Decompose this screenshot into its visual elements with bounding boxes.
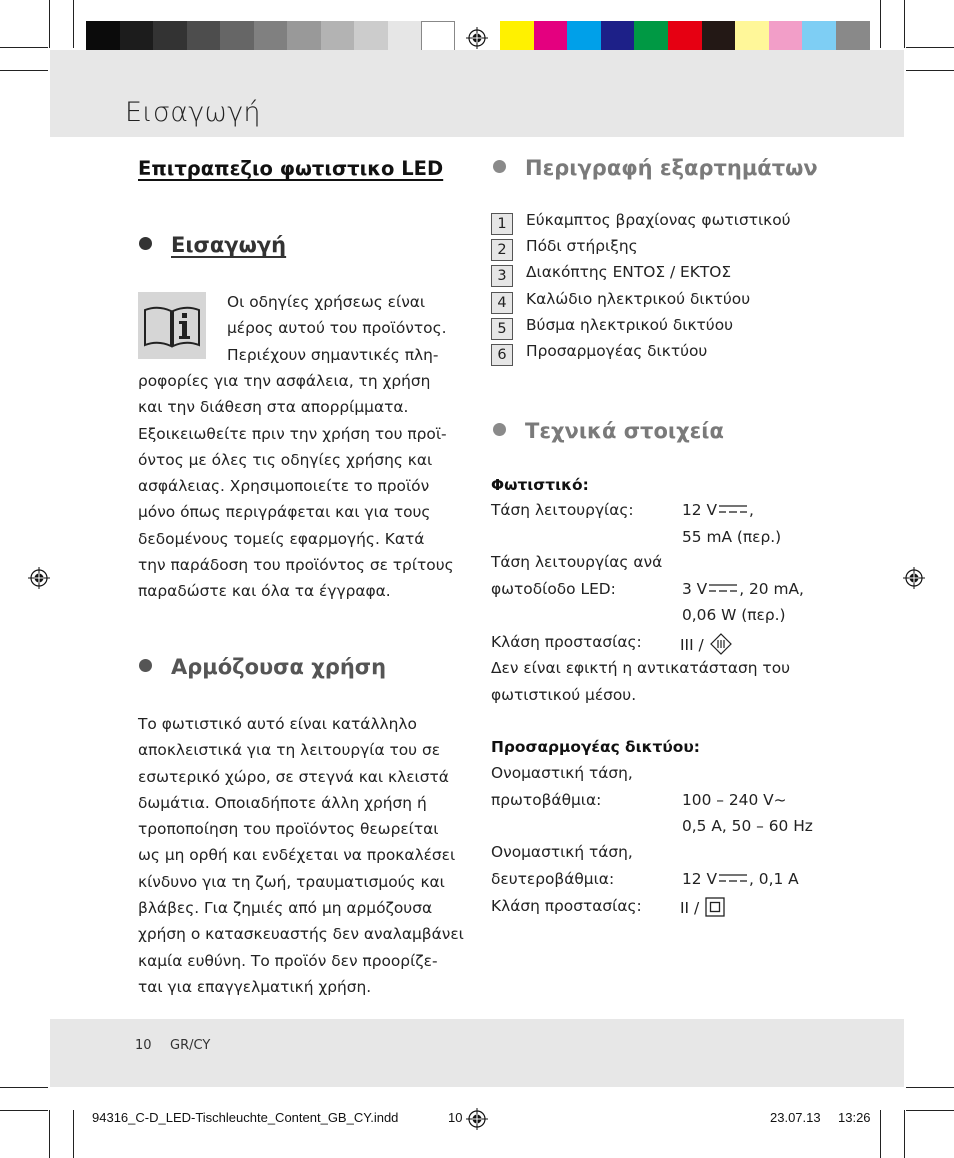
crop-mark: [0, 1087, 48, 1088]
info-manual-book-icon: [138, 292, 206, 359]
section-heading-label: Τεχνικά στοιχεία: [525, 419, 724, 443]
spec-value-text: ,: [749, 501, 754, 519]
intended-use-text-line: ως μη ορθή και ενδέχεται να προκαλέσει: [138, 846, 456, 865]
registration-mark-icon: [466, 27, 488, 49]
crop-mark: [906, 70, 954, 71]
intro-text-line: μόνο όπως περιγράφεται και για τους: [138, 503, 431, 522]
spec-label: Ονομαστική τάση,: [491, 764, 633, 782]
intro-text-line: ασφάλειας. Χρησιμοποιείτε το προϊόν: [138, 477, 430, 496]
crop-mark: [880, 0, 881, 48]
spec-label: Κλάση προστασίας:: [491, 633, 642, 651]
intended-use-text-line: καμία ευθύνη. Το προϊόν δεν προορίζε-: [138, 951, 438, 970]
section-heading-introduction: [139, 233, 286, 257]
intro-text-line: και την διάθεση στα απορρίμματα.: [138, 398, 409, 417]
section-heading-label: Αρμόζουσα χρήση: [171, 655, 387, 679]
crop-mark: [904, 0, 905, 48]
crop-mark: [906, 47, 954, 48]
dc-symbol-icon: [718, 503, 748, 515]
spec-value-text: 3 V: [682, 580, 708, 598]
section-heading-label: Εισαγωγή: [171, 233, 287, 257]
registration-mark-icon: [903, 567, 925, 589]
crop-mark: [880, 1110, 881, 1158]
crop-mark: [0, 1110, 48, 1111]
spec-label: δευτεροβάθμια:: [491, 870, 615, 888]
intended-use-text-line: Το φωτιστικό αυτό είναι κατάλληλο: [138, 715, 417, 733]
crop-mark: [0, 47, 48, 48]
intro-text-line: μέρος αυτού του προϊόντος.: [227, 319, 447, 338]
intended-use-text-line: ται για επαγγελματική χρήση.: [138, 977, 372, 996]
spec-value-text: II /: [680, 899, 700, 917]
lamp-subheading: Φωτιστικό:: [491, 476, 589, 494]
part-number-box: 3: [491, 265, 513, 287]
spec-value: [682, 870, 799, 888]
part-number-box: 2: [491, 239, 513, 261]
intended-use-text-line: τροποποίηση του προϊόντος θεωρείται: [138, 820, 439, 839]
part-number-box: 5: [491, 318, 513, 340]
footer-band: [50, 1019, 904, 1087]
part-label: Προσαρμογέας δικτύου: [526, 342, 708, 360]
dc-symbol-icon: [708, 582, 738, 594]
intro-text-line: ροφορίες για την ασφάλεια, τη χρήση: [138, 371, 431, 390]
crop-mark: [73, 0, 74, 48]
spec-value-text: 12 V: [682, 501, 718, 519]
part-label: Καλώδιο ηλεκτρικού δικτύου: [526, 289, 751, 308]
section-heading-intended-use: [139, 655, 386, 679]
intended-use-text-line: δωμάτια. Οποιαδήποτε άλλη χρήση ή: [138, 793, 427, 812]
intro-text-line: παραδώστε και όλα τα έγγραφα.: [138, 582, 391, 601]
bullet-icon: [139, 237, 152, 250]
intended-use-text-line: αποκλειστικά για τη λειτουργία του σε: [138, 741, 441, 760]
intended-use-text-line: κίνδυνο για τη ζωή, τραυματισμούς και: [138, 872, 445, 891]
intended-use-text-line: βλάβες. Για ζημιές από μη αρμόζουσα: [138, 899, 433, 918]
spec-value: 100 – 240 V~: [682, 791, 787, 809]
registration-mark-icon: [28, 567, 50, 589]
bullet-icon: [493, 160, 506, 173]
part-number-box: 4: [491, 292, 513, 314]
spec-label: Κλάση προστασίας:: [491, 897, 642, 915]
spec-label: Ονομαστική τάση,: [491, 843, 633, 861]
part-label: Βύσμα ηλεκτρικού δικτύου: [526, 315, 734, 334]
spec-value: 0,5 A, 50 – 60 Hz: [682, 817, 813, 835]
spec-value: [680, 897, 725, 917]
section-heading-technical-data: [493, 419, 724, 443]
crop-mark: [49, 0, 50, 48]
spec-value-text: III /: [680, 636, 704, 654]
crop-mark: [73, 1110, 74, 1158]
registration-mark-icon: [466, 1108, 488, 1130]
bullet-icon: [139, 659, 152, 672]
spec-label: πρωτοβάθμια:: [491, 791, 602, 809]
protection-class-ii-icon: [705, 897, 725, 917]
crop-mark: [0, 70, 48, 71]
slug-date: 23.07.13: [770, 1110, 821, 1125]
part-label: Διακόπτης ΕΝΤΟΣ / ΕΚΤΟΣ: [526, 263, 732, 282]
spec-value-text: , 0,1 A: [749, 870, 799, 888]
intro-text-line: την παράδοση του προϊόντος σε τρίτους: [138, 556, 454, 574]
page-header-title: Εισαγωγή: [125, 97, 261, 128]
spec-label: Τάση λειτουργίας:: [491, 501, 634, 519]
document-title: Επιτραπεζιο φωτιστικο LED: [138, 157, 444, 180]
intro-text-line: όντος με όλες τις οδηγίες χρήσης και: [138, 450, 433, 469]
spec-value: [682, 501, 754, 519]
bullet-icon: [493, 423, 506, 436]
slug-filename: 94316_C-D_LED-Tischleuchte_Content_GB_CY.indd: [92, 1110, 399, 1125]
page-number: 10: [135, 1038, 152, 1053]
spec-value-text: , 20 mA,: [739, 580, 804, 598]
intended-use-text-line: χρήση ο κατασκευαστής δεν αναλαμβάνει: [138, 925, 464, 944]
crop-mark: [49, 1110, 50, 1158]
slug-time: 13:26: [838, 1110, 871, 1125]
crop-mark: [906, 1087, 954, 1088]
section-heading-label: Περιγραφή εξαρτημάτων: [525, 156, 818, 180]
intro-text-line: Εξοικειωθείτε πριν την χρήση του προϊ-: [138, 424, 447, 443]
intro-text-line: Περιέχουν σημαντικές πλη-: [227, 345, 439, 364]
crop-mark: [904, 1110, 905, 1158]
protection-class-iii-icon: [710, 633, 732, 655]
part-label: Πόδι στήριξης: [526, 237, 638, 256]
spec-value: 55 mA (περ.): [682, 528, 782, 546]
intended-use-text-line: εσωτερικό χώρο, σε στεγνά και κλειστά: [138, 767, 449, 786]
language-code: GR/CY: [170, 1038, 211, 1053]
part-number-box: 1: [491, 213, 513, 235]
intended-use-text: [138, 711, 464, 1000]
dc-symbol-icon: [718, 872, 748, 884]
spec-value: 0,06 W (περ.): [682, 606, 786, 624]
spec-value: [680, 633, 732, 655]
spec-value: [682, 580, 804, 598]
part-number-box: 6: [491, 344, 513, 366]
section-heading-parts: [493, 156, 818, 180]
spec-label: Τάση λειτουργίας ανά: [491, 553, 663, 571]
part-label: Εύκαμπτος βραχίονας φωτιστικού: [526, 211, 791, 229]
slug-page: 10: [448, 1110, 463, 1125]
spec-value-text: 12 V: [682, 870, 718, 888]
crop-mark: [906, 1110, 954, 1111]
spec-note: φωτιστικού μέσου.: [491, 686, 637, 704]
adapter-subheading: Προσαρμογέας δικτύου:: [491, 738, 700, 756]
intro-text-line: δεδομένους τομείς εφαρμογής. Κατά: [138, 529, 425, 548]
spec-label: φωτοδίοδο LED:: [491, 580, 616, 598]
intro-text-line: Οι οδηγίες χρήσεως είναι: [227, 293, 426, 311]
spec-note: Δεν είναι εφικτή η αντικατάσταση του: [491, 659, 791, 677]
